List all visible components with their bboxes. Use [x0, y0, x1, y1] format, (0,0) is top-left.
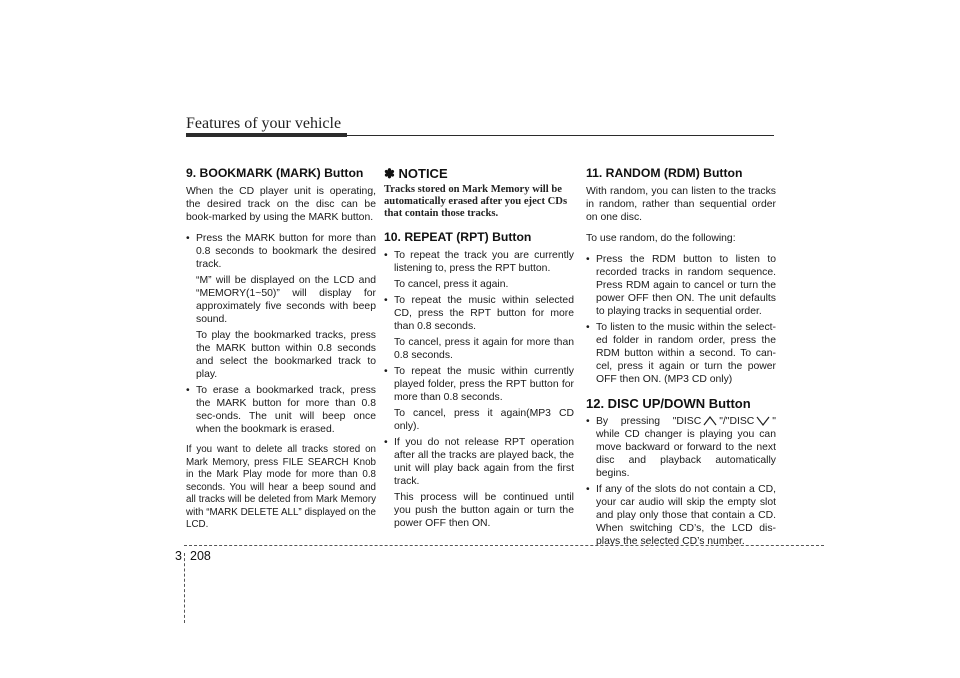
heading-random: 11. RANDOM (RDM) Button — [586, 166, 743, 180]
random-bullet-2: To listen to the music within the select-ed folder in random order, press the RDM button within a second. To can-cel, press it again or turn the power OFF then ON. (MP3 CD only) — [596, 322, 776, 385]
random-howto: To use random, do the following: — [586, 233, 736, 244]
random-list — [586, 253, 776, 386]
page-header-title: Features of your vehicle — [186, 115, 342, 132]
list-item — [586, 253, 776, 318]
heading-bookmark: 9. BOOKMARK (MARK) Button — [186, 166, 364, 180]
repeat-bullet-3-sub: To cancel, press it again(MP3 CD only). — [394, 408, 574, 432]
disc-bullet-1-pre: By pressing "DISC — [596, 416, 702, 427]
section-number: 3 — [175, 549, 182, 563]
footer-dashed-rule — [184, 545, 824, 546]
bookmark-intro: When the CD player unit is operating, the desired track on the disc can be book-marked by using the MARK button. — [186, 186, 376, 223]
heading-disc-updown: 12. DISC UP/DOWN Button — [586, 396, 751, 411]
list-item — [586, 415, 776, 480]
bookmark-list — [186, 232, 376, 436]
list-item — [586, 321, 776, 386]
repeat-bullet-1: To repeat the track you are currently listening to, press the RPT button. — [394, 250, 574, 274]
list-item — [384, 294, 574, 362]
repeat-bullet-2-sub: To cancel, press it again for more than 0.8 seconds. — [394, 337, 574, 361]
header-rule-thin — [186, 135, 774, 136]
list-item — [384, 249, 574, 291]
random-bullet-1: Press the RDM button to listen to recorded tracks in random sequence. Press RDM again to cancel or turn the power OFF then ON. The unit defaults to playing tracks in sequential order. — [596, 254, 776, 317]
bookmark-bullet-2: To erase a bookmarked track, press the MARK button for more than 0.8 sec-onds. The unit will beep once when the bookmark is erased. — [196, 385, 376, 435]
list-item — [186, 384, 376, 436]
list-item — [586, 483, 776, 548]
bookmark-note: If you want to delete all tracks stored on Mark Memory, press FILE SEARCH Knob in the Mark Play mode for more than 0.8 seconds. You will hear a beep sound and all tracks will be deleted from Mark Memory with “MARK DELETE ALL” displayed on the LCD. — [186, 444, 376, 530]
column-repeat — [384, 166, 574, 538]
heading-repeat: 10. REPEAT (RPT) Button — [384, 230, 532, 244]
bookmark-bullet-1-sub-1: “M” will be displayed on the LCD and “MEMORY(1~50)” will display for approximately five seconds with beep sound. — [196, 275, 376, 325]
disc-bullet-2: If any of the slots do not contain a CD, your car audio will skip the empty slot and play only those that contain a CD. When switching CD’s, the LCD dis-plays the selected CD’s number. — [596, 484, 776, 547]
list-item — [384, 365, 574, 433]
repeat-bullet-3: To repeat the music within currently played folder, press the RPT button for more than 0.8 seconds. — [394, 366, 574, 403]
notice-title: ✽ NOTICE — [384, 166, 448, 181]
footer-vertical-rule — [184, 553, 185, 623]
list-item — [384, 436, 574, 530]
notice-body: Tracks stored on Mark Memory will be automatically erased after you eject CDs that contain those tracks. — [384, 184, 568, 219]
disc-bullet-1-post: " while CD changer is playing you can move backward or forward to the next disc and playback automatically begins. — [596, 416, 776, 479]
chevron-down-icon — [756, 416, 770, 426]
random-intro: With random, you can listen to the tracks in random, rather than sequential order on one disc. — [586, 186, 776, 223]
repeat-list — [384, 249, 574, 530]
list-item — [186, 232, 376, 381]
disc-list — [586, 415, 776, 548]
page-number: 208 — [190, 549, 211, 563]
repeat-bullet-4: If you do not release RPT operation after all the tracks are played back, the unit will play back again from the first track. — [394, 437, 574, 487]
disc-bullet-1-mid: "/"DISC — [719, 416, 755, 427]
repeat-bullet-4-sub: This process will be continued until you push the button again or turn the power OFF then ON. — [394, 492, 574, 529]
repeat-bullet-1-sub: To cancel, press it again. — [394, 279, 509, 290]
bookmark-bullet-1: Press the MARK button for more than 0.8 seconds to bookmark the desired track. — [196, 233, 376, 270]
chevron-up-icon — [703, 416, 717, 426]
column-bookmark — [186, 166, 376, 540]
bookmark-bullet-1-sub-2: To play the bookmarked tracks, press the MARK button within 0.8 seconds and select the bookmarked track to play. — [196, 330, 376, 380]
column-random-disc — [586, 166, 776, 556]
repeat-bullet-2: To repeat the music within selected CD, press the RPT button for more than 0.8 seconds. — [394, 295, 574, 332]
